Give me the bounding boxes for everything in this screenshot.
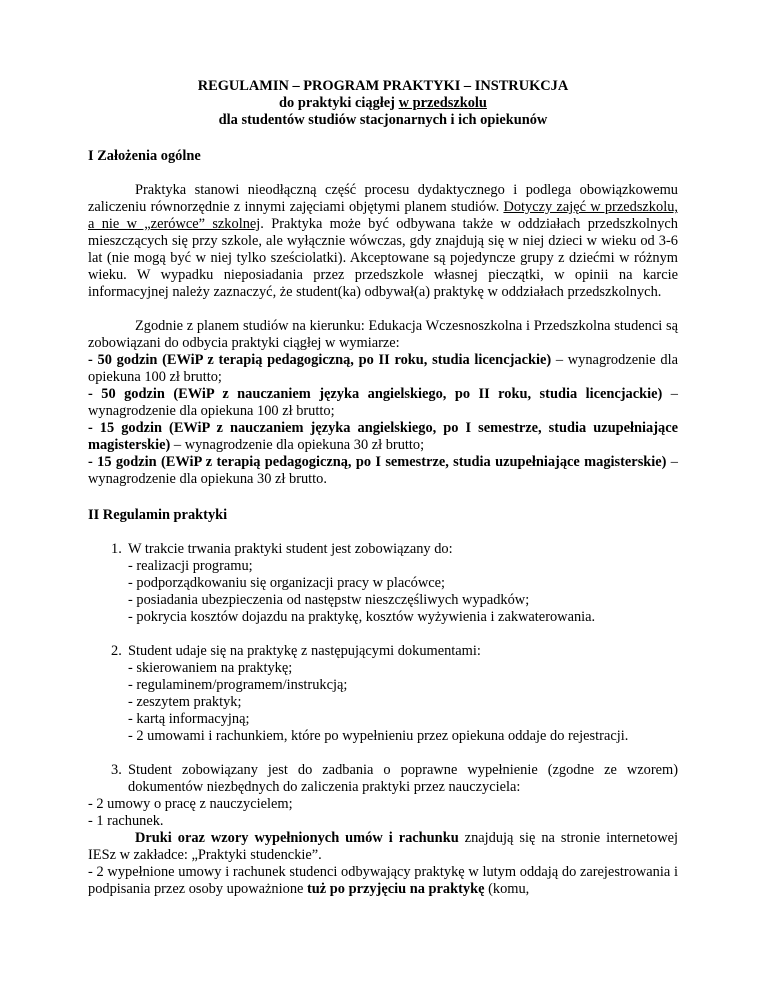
sub-item: - podporządkowaniu się organizacji pracy w placówce; [128, 575, 446, 591]
last-text-b: (komu, [484, 881, 530, 897]
last-text-a: - 2 wypełnione umowy i rachunek studenci odbywający praktykę w lutym oddają do zarejestrowania i podpisania przez osoby upoważnione [88, 864, 678, 897]
regulation-item-2 [88, 643, 678, 745]
sub-item: - realizacji programu; [128, 558, 253, 574]
last-paragraph [88, 864, 678, 898]
item-number: 3. [111, 762, 122, 778]
hours-item [88, 454, 678, 488]
title-line-2-underlined: w przedszkolu [398, 95, 487, 111]
hours-item [88, 386, 678, 420]
after-item: - 1 rachunek. [88, 813, 164, 829]
sub-item: - skierowaniem na praktykę; [128, 660, 293, 676]
title-line-2 [88, 95, 678, 112]
sub-item: - pokrycia kosztów dojazdu na praktykę, kosztów wyżywienia i zakwaterowania. [128, 609, 596, 625]
sub-item: - 2 umowami i rachunkiem, które po wypełnieniu przez opiekuna oddaje do rejestracji. [128, 728, 629, 744]
title-line-3: dla studentów studiów stacjonarnych i ich opiekunów [218, 112, 548, 128]
druki-bold: Druki oraz wzory wypełnionych umów i rachunku [135, 830, 459, 846]
p1-underlined: Dotyczy zajęć w przedszkolu, a nie w „zerówce” szkolnej [88, 199, 678, 232]
item-text: Student zobowiązany jest do zadbania o poprawne wypełnienie (zgodne ze wzorem) dokumentów niezbędnych do zaliczenia praktyki przez nauczyciela: [128, 762, 678, 795]
sub-item: - regulaminem/programem/instrukcją; [128, 677, 348, 693]
hours-list [88, 352, 678, 488]
hours-item [88, 420, 678, 454]
hours-item-rest: – wynagrodzenie dla opiekuna 30 zł brutto. [88, 454, 679, 487]
section-1-paragraph-1 [88, 182, 678, 301]
document-page [88, 78, 678, 898]
hours-item-rest: – wynagrodzenie dla opiekuna 100 zł brutto; [88, 386, 678, 419]
hours-item [88, 352, 678, 386]
section-1-heading: I Założenia ogólne [88, 148, 201, 164]
regulation-item-3 [88, 762, 678, 796]
last-bold: tuż po przyjęciu na praktykę [307, 881, 485, 897]
item-text: Student udaje się na praktykę z następującymi dokumentami: [128, 643, 481, 659]
section-2-heading: II Regulamin praktyki [88, 507, 228, 523]
druki-rest: znajdują się na stronie internetowej IESz w zakładce: „Praktyki studenckie”. [88, 830, 678, 863]
hours-item-rest: – wynagrodzenie dla opiekuna 100 zł brutto; [88, 352, 678, 385]
section-1-paragraph-2: Zgodnie z planem studiów na kierunku: Edukacja Wczesnoszkolna i Przedszkolna studenci są zobowiązani do odbycia praktyki ciągłej w wymiarze: [88, 318, 678, 351]
item-number: 1. [111, 541, 122, 557]
sub-item: - zeszytem praktyk; [128, 694, 242, 710]
hours-item-rest: – wynagrodzenie dla opiekuna 30 zł brutto; [170, 437, 425, 453]
item-text: W trakcie trwania praktyki student jest zobowiązany do: [128, 541, 453, 557]
sub-item: - kartą informacyjną; [128, 711, 250, 727]
hours-item-bold: - 50 godzin (EWiP z terapią pedagogiczną, po II roku, studia licencjackie) [88, 352, 552, 368]
item-number: 2. [111, 643, 122, 659]
after-item: - 2 umowy o pracę z nauczycielem; [88, 796, 293, 812]
p1-text-a: Praktyka stanowi nieodłączną część procesu dydaktycznego i podlega obowiązkowemu zaliczeniu równorzędnie z innymi zajęciami objętymi planem studiów. [88, 182, 678, 215]
title-line-2-text: do praktyki ciągłej [279, 95, 399, 111]
druki-paragraph [88, 830, 678, 864]
document-title [88, 78, 678, 129]
title-line-1: REGULAMIN – PROGRAM PRAKTYKI – INSTRUKCJA [197, 78, 569, 94]
p1-text-b: . Praktyka może być odbywana także w oddziałach przedszkolnych mieszczących się przy szkole, ale wyłącznie wówczas, gdy znajdują się w niej dzieci w wieku od 3-6 lat (nie mogą być w niej tylko sześciolatki). Akceptowane są pojedyncze grupy z dziećmi w różnym wieku. W wypadku nieposiadania przez przedszkole własnej pieczątki, w opinii na karcie informacyjnej należy zaznaczyć, że student(ka) odbywał(a) praktykę w oddziałach przedszkolnych. [88, 216, 678, 300]
hours-item-bold: - 15 godzin (EWiP z nauczaniem języka angielskiego, po I semestrze, studia uzupełniające magisterskie) [88, 420, 678, 453]
hours-item-bold: - 15 godzin (EWiP z terapią pedagogiczną, po I semestrze, studia uzupełniające magisterskie) [88, 454, 667, 470]
hours-item-bold: - 50 godzin (EWiP z nauczaniem języka angielskiego, po II roku, studia licencjackie) [88, 386, 663, 402]
sub-item: - posiadania ubezpieczenia od następstw nieszczęśliwych wypadków; [128, 592, 530, 608]
regulation-item-1 [88, 541, 678, 626]
